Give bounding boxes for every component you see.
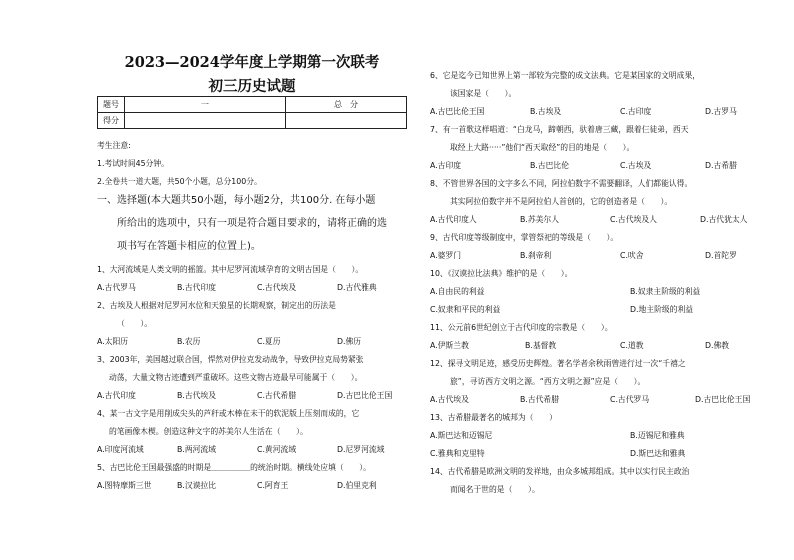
section-instruction: 所给出的选项中，只有一项是符合题目要求的，请将正确的选 [117,218,387,229]
exam-title: 2023—2024学年度上学期第一次联考 [124,54,380,71]
question-text: 1、大河流域是人类文明的摇篮。其中尼罗河流域孕育的文明古国是（ ）。 [97,265,364,274]
score-table-cell: 得分 [98,113,125,129]
score-table-cell: 一 [125,97,286,113]
option-d[interactable]: D.尼罗河流域 [337,445,385,454]
option-b[interactable]: B.汉谟拉比 [177,481,217,490]
option-a[interactable]: A.婆罗门 [430,251,462,260]
option-d[interactable]: D.佛历 [337,337,362,346]
notice-item: 1.考试时间45分钟。 [97,159,169,168]
option-d[interactable]: D.伯里克利 [337,481,377,490]
question-text: 12、探寻文明足迹，感受历史辉煌。著名学者余秋雨曾进行过一次“千禧之 [430,359,686,368]
option-c[interactable]: C.古代希腊 [257,391,297,400]
question-text: 取经上大路·····”他们“西天取经”的目的地是（ ）。 [450,143,635,152]
question-text: 5、古巴比伦王国最强盛的时期是＿＿＿＿＿的统治时期。横线处应填（ ）。 [97,463,371,472]
option-a[interactable]: A.图特摩斯三世 [97,481,152,490]
option-a[interactable]: A.古代埃及 [430,395,469,404]
option-d[interactable]: D.首陀罗 [705,251,737,260]
option-c[interactable]: C.黄河流域 [257,445,297,454]
option-c[interactable]: C.雅典和克里特 [430,449,485,458]
question-text: 其实阿拉伯数字并不是阿拉伯人首创的，它的创造者是（ ）。 [450,197,673,206]
option-a[interactable]: A.古代印度 [97,391,136,400]
exam-subtitle: 初三历史试题 [208,78,296,95]
option-d[interactable]: D.佛教 [705,341,730,350]
option-d[interactable]: D.古希腊 [705,161,737,170]
section-instruction: 一、选择题(本大题共50小题，每小题2分，共100分. 在每小题 [97,195,376,206]
option-c[interactable]: C.道教 [620,341,644,350]
option-c[interactable]: C.古代埃及 [257,283,297,292]
option-d[interactable]: D.古罗马 [705,107,737,116]
score-table-cell: 总 分 [286,97,407,113]
question-text: 旅”，寻访西方文明之源。“西方文明之源”应是（ ）。 [450,377,646,386]
section-instruction: 项书写在答题卡相应的位置上)。 [117,241,261,252]
question-text: 7、有一首歌这样唱道：“白龙马，蹄朝西，驮着唐三藏，跟着仨徒弟，西天 [430,125,689,134]
question-text: 14、古代希腊是欧洲文明的发祥地，由众多城邦组成。其中以实行民主政治 [430,467,690,476]
notice-title: 考生注意: [97,141,131,150]
option-b[interactable]: B.两河流域 [177,445,217,454]
question-text: 10、《汉谟拉比法典》维护的是（ ）。 [430,269,573,278]
option-a[interactable]: A.太阳历 [97,337,129,346]
question-text: 4、某一古文字是用削成尖头的芦秆或木棒在未干的软泥版上压刻而成的，它 [97,409,360,418]
question-text: 9、古代印度等级制度中，掌管祭祀的等级是（ ）。 [430,233,619,242]
option-a[interactable]: A.伊斯兰教 [430,341,469,350]
option-d[interactable]: D.古巴比伦王国 [337,391,393,400]
question-text: 动荡，大量文物古迹遭到严重破坏。这些文物古迹最早可能属于（ ）。 [109,373,363,382]
option-d[interactable]: D.古代犹太人 [700,215,748,224]
score-table-row [98,97,407,113]
option-a[interactable]: A.古代印度人 [430,215,477,224]
score-table-cell[interactable] [125,113,286,129]
option-d[interactable]: D.地主阶级的利益 [630,305,694,314]
question-text: 11、公元前6世纪创立于古代印度的宗教是（ ）。 [430,323,613,332]
question-text: （ ）。 [117,319,153,328]
question-text: 的笔画像木楔。创造这种文字的苏美尔人生活在（ ）。 [109,427,308,436]
option-b[interactable]: B.古埃及 [530,107,562,116]
option-c[interactable]: C.古代罗马 [610,395,650,404]
option-a[interactable]: A.斯巴达和迈锡尼 [430,431,493,440]
option-b[interactable]: B.古代埃及 [177,391,217,400]
option-b[interactable]: B.苏美尔人 [520,215,560,224]
option-c[interactable]: C.古印度 [620,107,652,116]
option-d[interactable]: D.古代雅典 [337,283,377,292]
option-d[interactable]: D.斯巴达和雅典 [630,449,686,458]
option-a[interactable]: A.古代罗马 [97,283,136,292]
option-b[interactable]: B.古代印度 [177,283,217,292]
score-table-cell: 题号 [98,97,125,113]
option-c[interactable]: C.吠舍 [620,251,644,260]
question-text: 13、古希腊最著名的城邦为（ ） [430,413,557,422]
option-c[interactable]: C.阿育王 [257,481,289,490]
option-a[interactable]: A.印度河流域 [97,445,144,454]
option-b[interactable]: B.古代希腊 [520,395,560,404]
option-b[interactable]: B.迈锡尼和雅典 [630,431,685,440]
option-b[interactable]: B.古巴比伦 [530,161,570,170]
question-text: 2、古埃及人根据对尼罗河水位和天狼星的长期观察，制定出的历法是 [97,301,336,310]
question-text: 而闻名于世的是（ ）。 [450,485,540,494]
option-a[interactable]: A.自由民的利益 [430,287,485,296]
option-a[interactable]: A.古巴比伦王国 [430,107,485,116]
notice-item: 2.全卷共一道大题，共50个小题，总分100分。 [97,177,262,186]
option-c[interactable]: C.夏历 [257,337,281,346]
question-text: 6、它是迄今已知世界上第一部较为完整的成文法典。它是某国家的文明成果， [430,71,701,80]
option-b[interactable]: B.刹帝利 [520,251,552,260]
question-text: 该国家是（ ）。 [450,89,517,98]
option-c[interactable]: C.古代埃及人 [610,215,657,224]
option-c[interactable]: C.奴隶和平民的利益 [430,305,501,314]
question-text: 3、2003年，美国越过联合国，悍然对伊拉克发动战争，导致伊拉克局势紧张 [97,355,364,364]
option-d[interactable]: D.古巴比伦王国 [695,395,751,404]
score-table [97,96,407,129]
question-text: 8、不管世界各国的文字多么不同，阿拉伯数字不需要翻译，人们都能认得。 [430,179,693,188]
option-b[interactable]: B.农历 [177,337,201,346]
option-b[interactable]: B.奴隶主阶级的利益 [630,287,701,296]
option-a[interactable]: A.古印度 [430,161,462,170]
option-c[interactable]: C.古埃及 [620,161,652,170]
option-b[interactable]: B.基督教 [525,341,557,350]
score-table-cell[interactable] [286,113,407,129]
score-table-row [98,113,407,129]
